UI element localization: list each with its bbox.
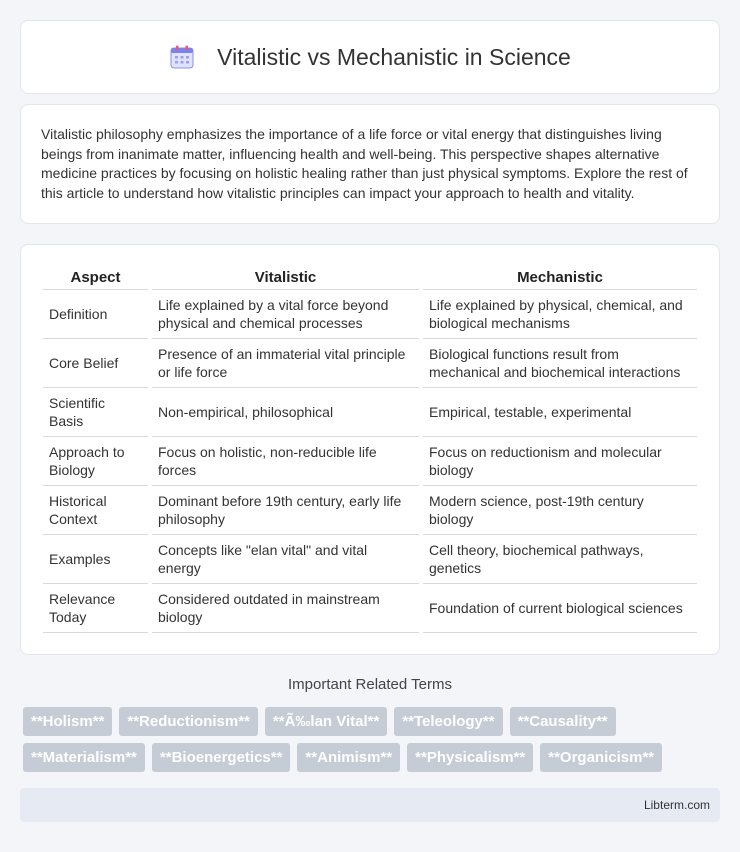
cell-aspect: Definition [43,290,148,339]
cell-aspect: Scientific Basis [43,388,148,437]
table-row [43,290,697,339]
footer-brand-link[interactable]: Libterm.com [643,798,710,812]
cell-mechanistic: Modern science, post-19th century biology [423,486,697,535]
comparison-table [39,265,701,633]
comparison-card [20,244,720,655]
related-term-tag[interactable]: **Teleology** [394,707,502,736]
header-vitalistic: Vitalistic [152,265,419,290]
cell-aspect: Approach to Biology [43,437,148,486]
table-row [43,339,697,388]
related-term-tag[interactable]: **Reductionism** [119,707,258,736]
intro-card [20,104,720,224]
cell-aspect: Examples [43,535,148,584]
cell-mechanistic: Life explained by physical, chemical, and biological mechanisms [423,290,697,339]
page-title: Vitalistic vs Mechanistic in Science [217,43,571,70]
cell-vitalistic: Focus on holistic, non-reducible life forces [152,437,419,486]
related-term-tag[interactable]: **Holism** [23,707,112,736]
cell-aspect: Core Belief [43,339,148,388]
cell-aspect: Relevance Today [43,584,148,633]
related-term-tag[interactable]: **Organicism** [540,743,662,772]
cell-aspect: Historical Context [43,486,148,535]
related-term-tag[interactable]: **Physicalism** [407,743,533,772]
related-terms-heading: Important Related Terms [288,676,452,693]
table-row [43,535,697,584]
related-terms-list [23,707,723,772]
table-row [43,437,697,486]
table-row [43,584,697,633]
table-row [43,388,697,437]
related-term-tag[interactable]: **Bioenergetics** [152,743,291,772]
header-mechanistic: Mechanistic [423,265,697,290]
cell-vitalistic: Considered outdated in mainstream biology [152,584,419,633]
related-term-tag[interactable]: **Ã‰lan Vital** [265,707,387,736]
title-card [20,20,720,94]
related-term-tag[interactable]: **Causality** [510,707,616,736]
footer [20,788,720,822]
cell-mechanistic: Focus on reductionism and molecular biology [423,437,697,486]
cell-mechanistic: Cell theory, biochemical pathways, genetics [423,535,697,584]
intro-paragraph: Vitalistic philosophy emphasizes the importance of a life force or vital energy that distinguishes living beings from inanimate matter, influencing health and well-being. This perspective shapes alternative medicine practices by focusing on holistic healing rather than just physical symptoms. Explore the rest of this article to understand how vitalistic principles can impact your approach to health and vitality. [41,126,688,201]
cell-vitalistic: Life explained by a vital force beyond physical and chemical processes [152,290,419,339]
cell-vitalistic: Concepts like "elan vital" and vital energy [152,535,419,584]
cell-vitalistic: Dominant before 19th century, early life philosophy [152,486,419,535]
cell-mechanistic: Biological functions result from mechanical and biochemical interactions [423,339,697,388]
header-aspect: Aspect [43,265,148,290]
related-term-tag[interactable]: **Materialism** [23,743,145,772]
cell-vitalistic: Presence of an immaterial vital principle or life force [152,339,419,388]
cell-mechanistic: Foundation of current biological sciences [423,584,697,633]
table-row [43,486,697,535]
calendar-icon [169,44,195,70]
cell-mechanistic: Empirical, testable, experimental [423,388,697,437]
cell-vitalistic: Non-empirical, philosophical [152,388,419,437]
table-header-row [43,265,697,290]
related-term-tag[interactable]: **Animism** [297,743,400,772]
